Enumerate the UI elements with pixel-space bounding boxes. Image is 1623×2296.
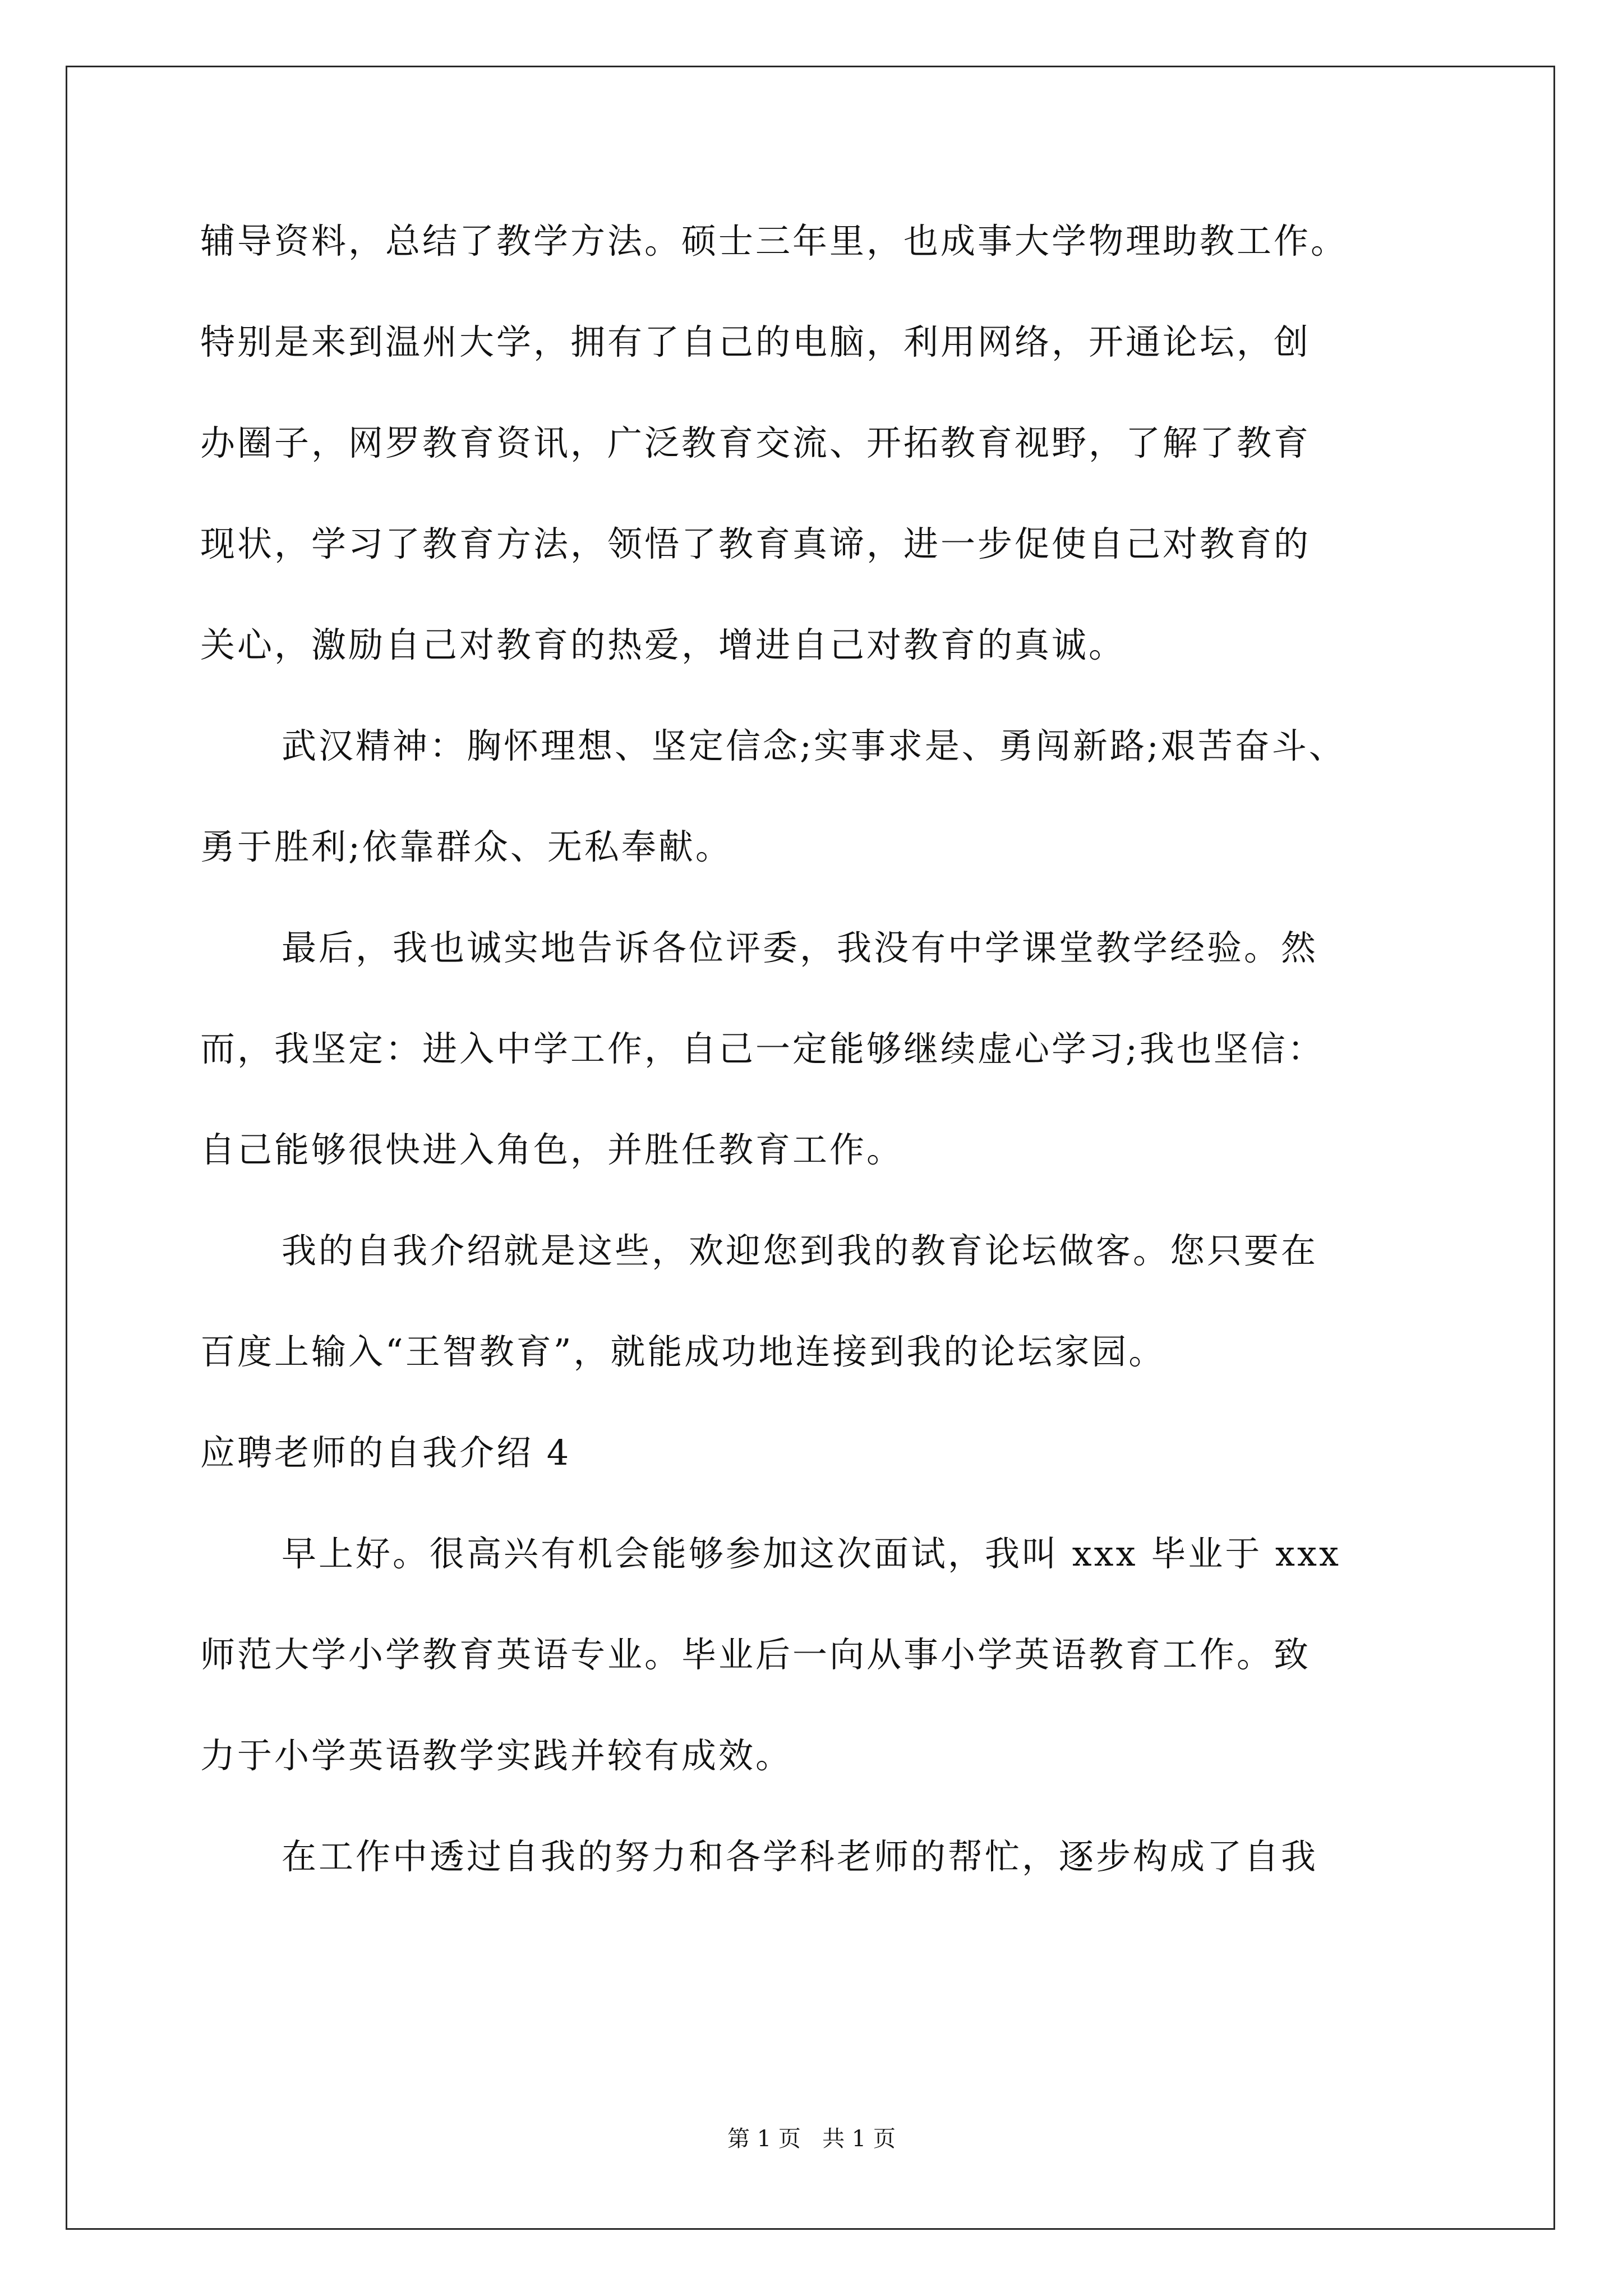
body-line: 百度上输入“王智教育”，就能成功地连接到我的论坛家园。 [200,1331,1166,1372]
page-footer: 第 1 页 共 1 页 [727,2126,896,2152]
body-line: 而，我坚定：进入中学工作，自己一定能够继续虚心学习;我也坚信： [200,1028,1325,1069]
body-line: 办圈子，网罗教育资讯，广泛教育交流、开拓教育视野，了解了教育 [200,422,1311,463]
paragraph-first-line: 早上好。很高兴有机会能够参加这次面试，我叫 xxx 毕业于 xxx [282,1533,1341,1574]
paragraph-first-line: 在工作中透过自我的努力和各学科老师的帮忙，逐步构成了自我 [282,1836,1318,1877]
section-heading: 应聘老师的自我介绍 4 [200,1432,571,1473]
body-line: 现状，学习了教育方法，领悟了教育真谛，进一步促使自己对教育的 [200,523,1311,564]
body-line: 勇于胜利;依靠群众、无私奉献。 [200,826,732,867]
body-line: 力于小学英语教学实践并较有成效。 [200,1735,793,1776]
body-line: 特别是来到温州大学，拥有了自己的电脑，利用网络，开通论坛，创 [200,321,1311,362]
paragraph-first-line: 我的自我介绍就是这些，欢迎您到我的教育论坛做客。您只要在 [282,1230,1318,1271]
paragraph-first-line: 最后，我也诚实地告诉各位评委，我没有中学课堂教学经验。然 [282,927,1318,968]
body-line: 自己能够很快进入角色，并胜任教育工作。 [200,1129,904,1170]
body-line: 关心，激励自己对教育的热爱，增进自己对教育的真诚。 [200,624,1126,665]
paragraph-first-line: 武汉精神：胸怀理想、坚定信念;实事求是、勇闯新路;艰苦奋斗、 [282,725,1346,766]
body-line: 师范大学小学教育英语专业。毕业后一向从事小学英语教育工作。致 [200,1634,1311,1675]
body-line: 辅导资料，总结了教学方法。硕士三年里，也成事大学物理助教工作。 [200,220,1348,261]
